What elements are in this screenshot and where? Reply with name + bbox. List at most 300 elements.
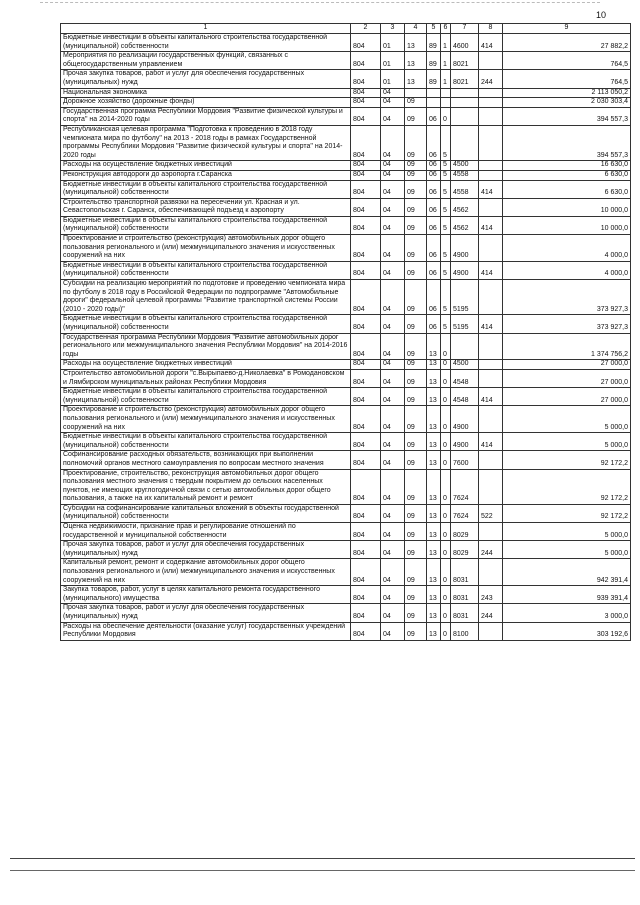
table-row (61, 469, 631, 504)
row-code-5-cell: 06 (427, 125, 441, 160)
row-code-2-cell: 804 (351, 469, 381, 504)
row-code-7-cell (451, 107, 479, 125)
row-name-cell: Оценка недвижимости, признание прав и регулирование отношений по государственной и муниципальной собственности (61, 523, 351, 541)
row-code-6-cell: 1 (441, 70, 451, 88)
row-code-5-cell: 13 (427, 388, 441, 406)
row-code-2-cell: 804 (351, 125, 381, 160)
row-code-5-cell: 13 (427, 604, 441, 622)
row-code-7-cell (451, 125, 479, 160)
table-row (61, 161, 631, 171)
row-code-6-cell: 0 (441, 559, 451, 586)
table-row (61, 107, 631, 125)
scan-bottom-edge (10, 858, 635, 859)
row-name-cell: Прочая закупка товаров, работ и услуг для обеспечения государственных (муниципальных) нужд (61, 70, 351, 88)
table-row (61, 388, 631, 406)
row-code-3-cell: 04 (381, 369, 405, 387)
table-row (61, 198, 631, 216)
row-code-3-cell: 04 (381, 622, 405, 640)
row-code-2-cell: 804 (351, 180, 381, 198)
row-code-3-cell: 04 (381, 107, 405, 125)
row-code-5-cell: 89 (427, 70, 441, 88)
row-amount-cell: 303 192,6 (503, 622, 631, 640)
table-row (61, 280, 631, 315)
row-code-5-cell: 13 (427, 406, 441, 433)
row-code-2-cell: 804 (351, 216, 381, 234)
row-name-cell: Проектирование и строительство (реконструкция) автомобильных дорог общего пользования регионального и (или) межмуниципального значения и искусственных сооружений на них (61, 406, 351, 433)
row-code-6-cell: 0 (441, 388, 451, 406)
row-code-5-cell: 13 (427, 523, 441, 541)
row-name-cell: Дорожное хозяйство (дорожные фонды) (61, 98, 351, 108)
row-code-4-cell: 09 (405, 523, 427, 541)
row-code-6-cell: 0 (441, 586, 451, 604)
row-code-5-cell: 06 (427, 198, 441, 216)
row-code-4-cell: 13 (405, 70, 427, 88)
row-name-cell: Бюджетные инвестиции в объекты капитального строительства государственной (муниципальной) собственности (61, 315, 351, 333)
row-name-cell: Проектирование, строительство, реконструкция автомобильных дорог общего пользования местного значения с твердым покрытием до сельских населенных пунктов, не имеющих круглогодичной связи с сетью автомобильных дорог общего пользования, а также на их капитальный ремонт и ремонт (61, 469, 351, 504)
row-code-6-cell: 5 (441, 198, 451, 216)
header-cell-8: 8 (479, 24, 503, 34)
row-code-3-cell: 04 (381, 541, 405, 559)
row-code-7-cell (451, 98, 479, 108)
row-code-8-cell (479, 360, 503, 370)
row-name-cell: Строительство автомобильной дороги "с.Вырыпаево-д.Николаевка" в Ромодановском и Лямбирском муниципальных районах Республики Мордовия (61, 369, 351, 387)
table-row (61, 180, 631, 198)
row-code-2-cell: 804 (351, 280, 381, 315)
row-name-cell: Реконструкция автодороги до аэропорта г.Саранска (61, 170, 351, 180)
row-code-7-cell: 4900 (451, 433, 479, 451)
row-code-4-cell: 09 (405, 360, 427, 370)
row-code-8-cell: 244 (479, 70, 503, 88)
row-code-6-cell: 5 (441, 261, 451, 279)
row-code-8-cell (479, 369, 503, 387)
row-name-cell: Бюджетные инвестиции в объекты капитального строительства государственной (муниципальной) собственности (61, 388, 351, 406)
row-code-6-cell: 5 (441, 170, 451, 180)
row-code-7-cell: 7600 (451, 451, 479, 469)
row-code-7-cell: 5195 (451, 315, 479, 333)
row-amount-cell: 27 000,0 (503, 360, 631, 370)
row-code-2-cell: 804 (351, 406, 381, 433)
row-code-8-cell (479, 333, 503, 360)
row-code-6-cell: 5 (441, 235, 451, 262)
row-code-3-cell: 04 (381, 604, 405, 622)
row-code-5-cell: 06 (427, 261, 441, 279)
row-amount-cell: 764,5 (503, 70, 631, 88)
row-name-cell: Расходы на осуществление бюджетных инвестиций (61, 360, 351, 370)
row-amount-cell: 2 113 050,2 (503, 88, 631, 98)
header-cell-5: 5 (427, 24, 441, 34)
row-code-3-cell: 04 (381, 280, 405, 315)
table-row (61, 604, 631, 622)
header-cell-1: 1 (61, 24, 351, 34)
row-code-5-cell: 06 (427, 235, 441, 262)
row-amount-cell: 3 000,0 (503, 604, 631, 622)
table-row (61, 261, 631, 279)
row-code-3-cell: 04 (381, 469, 405, 504)
row-code-8-cell (479, 451, 503, 469)
row-code-6-cell: 5 (441, 280, 451, 315)
row-amount-cell: 1 374 756,2 (503, 333, 631, 360)
row-code-5-cell: 13 (427, 586, 441, 604)
row-code-8-cell: 243 (479, 586, 503, 604)
row-code-2-cell: 804 (351, 523, 381, 541)
row-code-4-cell: 09 (405, 235, 427, 262)
table-row (61, 88, 631, 98)
table-row (61, 541, 631, 559)
row-code-5-cell: 13 (427, 622, 441, 640)
row-code-2-cell: 804 (351, 369, 381, 387)
table-row (61, 586, 631, 604)
row-code-7-cell: 8021 (451, 70, 479, 88)
table-row (61, 333, 631, 360)
row-name-cell: Расходы на осуществление бюджетных инвестиций (61, 161, 351, 171)
table-row (61, 360, 631, 370)
row-amount-cell: 939 391,4 (503, 586, 631, 604)
row-amount-cell: 4 000,0 (503, 235, 631, 262)
row-code-6-cell: 0 (441, 604, 451, 622)
row-code-2-cell: 804 (351, 161, 381, 171)
row-code-7-cell: 4900 (451, 235, 479, 262)
row-code-4-cell: 09 (405, 406, 427, 433)
row-code-7-cell: 8029 (451, 523, 479, 541)
row-code-3-cell: 04 (381, 315, 405, 333)
row-code-3-cell: 04 (381, 586, 405, 604)
table-row (61, 34, 631, 52)
row-code-8-cell (479, 523, 503, 541)
row-name-cell: Государственная программа Республики Мордовия "Развитие физической культуры и спорта" на 2014-2020 годы (61, 107, 351, 125)
row-code-7-cell: 4900 (451, 261, 479, 279)
row-code-4-cell: 09 (405, 451, 427, 469)
row-amount-cell: 92 172,2 (503, 451, 631, 469)
row-code-5-cell: 13 (427, 433, 441, 451)
row-code-8-cell: 414 (479, 34, 503, 52)
row-code-3-cell: 01 (381, 52, 405, 70)
row-code-6-cell: 0 (441, 433, 451, 451)
row-code-2-cell: 804 (351, 451, 381, 469)
row-name-cell: Субсидии на реализацию мероприятий по подготовке и проведению чемпионата мира по футболу в 2018 году в Российской Федерации по подпрограмме "Автомобильные дороги" федеральной целевой программы "Развитие транспортной системы России (2010 - 2020 годы)" (61, 280, 351, 315)
row-code-8-cell (479, 107, 503, 125)
row-code-8-cell: 414 (479, 180, 503, 198)
row-amount-cell: 5 000,0 (503, 433, 631, 451)
row-code-5-cell: 06 (427, 315, 441, 333)
row-code-2-cell: 804 (351, 622, 381, 640)
row-code-5-cell: 13 (427, 469, 441, 504)
row-code-3-cell: 04 (381, 180, 405, 198)
row-code-5-cell: 13 (427, 369, 441, 387)
row-amount-cell: 27 000,0 (503, 388, 631, 406)
row-amount-cell: 942 391,4 (503, 559, 631, 586)
page-number: 10 (596, 10, 607, 20)
row-code-8-cell (479, 98, 503, 108)
row-code-5-cell: 06 (427, 161, 441, 171)
row-code-5-cell: 06 (427, 180, 441, 198)
table-row (61, 433, 631, 451)
row-code-5-cell (427, 88, 441, 98)
row-amount-cell: 10 000,0 (503, 216, 631, 234)
row-code-7-cell: 5195 (451, 280, 479, 315)
row-amount-cell: 5 000,0 (503, 406, 631, 433)
table-header (61, 24, 631, 34)
row-code-6-cell: 0 (441, 541, 451, 559)
row-code-7-cell (451, 333, 479, 360)
row-code-8-cell: 414 (479, 388, 503, 406)
row-code-5-cell: 13 (427, 559, 441, 586)
row-code-3-cell: 04 (381, 161, 405, 171)
row-code-2-cell: 804 (351, 98, 381, 108)
table-row (61, 504, 631, 522)
row-code-7-cell: 8031 (451, 586, 479, 604)
table-row (61, 235, 631, 262)
row-code-7-cell: 4500 (451, 161, 479, 171)
row-code-8-cell (479, 198, 503, 216)
row-code-8-cell: 522 (479, 504, 503, 522)
row-code-2-cell: 804 (351, 88, 381, 98)
row-name-cell: Прочая закупка товаров, работ и услуг для обеспечения государственных (муниципальных) нужд (61, 541, 351, 559)
row-code-7-cell: 4548 (451, 388, 479, 406)
row-amount-cell: 764,5 (503, 52, 631, 70)
row-code-8-cell (479, 170, 503, 180)
row-code-3-cell: 01 (381, 70, 405, 88)
row-code-5-cell: 06 (427, 280, 441, 315)
row-amount-cell: 4 000,0 (503, 261, 631, 279)
row-code-8-cell (479, 235, 503, 262)
row-code-5-cell: 13 (427, 451, 441, 469)
row-code-7-cell: 7624 (451, 504, 479, 522)
row-code-3-cell: 04 (381, 261, 405, 279)
row-name-cell: Субсидии на софинансирование капитальных вложений в объекты государственной (муниципальной) собственности (61, 504, 351, 522)
row-code-2-cell: 804 (351, 604, 381, 622)
row-code-5-cell: 06 (427, 170, 441, 180)
row-code-3-cell: 04 (381, 88, 405, 98)
row-amount-cell: 10 000,0 (503, 198, 631, 216)
row-code-4-cell: 09 (405, 98, 427, 108)
row-amount-cell: 394 557,3 (503, 107, 631, 125)
row-code-7-cell: 7624 (451, 469, 479, 504)
row-code-8-cell (479, 52, 503, 70)
row-code-4-cell (405, 88, 427, 98)
row-name-cell: Капитальный ремонт, ремонт и содержание автомобильных дорог общего пользования регионального и (или) межмуниципального значения и искусственных сооружений на них (61, 559, 351, 586)
row-amount-cell: 373 927,3 (503, 315, 631, 333)
row-code-3-cell: 04 (381, 451, 405, 469)
row-code-4-cell: 09 (405, 107, 427, 125)
table-row (61, 98, 631, 108)
row-code-6-cell: 0 (441, 107, 451, 125)
row-code-7-cell: 8029 (451, 541, 479, 559)
row-code-6-cell: 0 (441, 504, 451, 522)
row-code-2-cell: 804 (351, 261, 381, 279)
row-code-8-cell (479, 125, 503, 160)
row-code-3-cell: 04 (381, 125, 405, 160)
row-code-5-cell: 13 (427, 504, 441, 522)
row-code-7-cell: 8031 (451, 559, 479, 586)
table-row (61, 52, 631, 70)
row-code-6-cell: 0 (441, 406, 451, 433)
row-code-2-cell: 804 (351, 559, 381, 586)
row-name-cell: Мероприятия по реализации государственных функций, связанных с общегосударственным управлением (61, 52, 351, 70)
row-name-cell: Проектирование и строительство (реконструкция) автомобильных дорог общего пользования регионального и (или) межмуниципального значения и искусственных сооружений на них (61, 235, 351, 262)
row-code-4-cell: 09 (405, 622, 427, 640)
row-code-8-cell: 414 (479, 315, 503, 333)
row-code-3-cell: 04 (381, 388, 405, 406)
row-name-cell: Бюджетные инвестиции в объекты капитального строительства государственной (муниципальной) собственности (61, 433, 351, 451)
row-code-4-cell: 09 (405, 180, 427, 198)
table-row (61, 216, 631, 234)
row-code-6-cell: 0 (441, 451, 451, 469)
row-code-7-cell: 4558 (451, 180, 479, 198)
header-cell-4: 4 (405, 24, 427, 34)
row-code-6-cell: 1 (441, 34, 451, 52)
row-code-5-cell: 89 (427, 52, 441, 70)
row-code-4-cell: 09 (405, 504, 427, 522)
row-code-4-cell: 09 (405, 369, 427, 387)
table-row (61, 622, 631, 640)
row-code-3-cell: 04 (381, 216, 405, 234)
row-amount-cell: 16 630,0 (503, 161, 631, 171)
row-code-3-cell: 04 (381, 433, 405, 451)
row-code-8-cell (479, 161, 503, 171)
row-code-4-cell: 09 (405, 604, 427, 622)
row-code-2-cell: 804 (351, 52, 381, 70)
row-code-7-cell: 4562 (451, 216, 479, 234)
row-name-cell: Расходы на обеспечение деятельности (оказание услуг) государственных учреждений Республики Мордовия (61, 622, 351, 640)
row-code-2-cell: 804 (351, 541, 381, 559)
table-row (61, 406, 631, 433)
row-amount-cell: 92 172,2 (503, 504, 631, 522)
row-name-cell: Бюджетные инвестиции в объекты капитального строительства государственной (муниципальной) собственности (61, 180, 351, 198)
row-name-cell: Национальная экономика (61, 88, 351, 98)
row-code-6-cell: 5 (441, 216, 451, 234)
row-code-6-cell: 5 (441, 161, 451, 171)
row-code-6-cell: 0 (441, 523, 451, 541)
row-code-5-cell: 06 (427, 107, 441, 125)
row-name-cell: Бюджетные инвестиции в объекты капитального строительства государственной (муниципальной) собственности (61, 261, 351, 279)
row-code-2-cell: 804 (351, 198, 381, 216)
row-code-6-cell: 0 (441, 622, 451, 640)
row-amount-cell: 2 030 303,4 (503, 98, 631, 108)
row-code-6-cell (441, 98, 451, 108)
table-row (61, 170, 631, 180)
scan-top-edge (40, 2, 600, 3)
row-code-8-cell (479, 469, 503, 504)
row-code-8-cell: 244 (479, 604, 503, 622)
row-amount-cell: 5 000,0 (503, 541, 631, 559)
table-row (61, 523, 631, 541)
row-amount-cell: 6 630,0 (503, 180, 631, 198)
row-name-cell: Бюджетные инвестиции в объекты капитального строительства государственной (муниципальной) собственности (61, 216, 351, 234)
table-row (61, 559, 631, 586)
row-code-2-cell: 804 (351, 433, 381, 451)
scan-bottom-edge-2 (10, 870, 635, 871)
row-name-cell: Государственная программа Республики Мордовия "Развитие автомобильных дорог регионального или межмуниципального значения Республики Мордовия" на 2014-2016 годы (61, 333, 351, 360)
header-cell-7: 7 (451, 24, 479, 34)
row-code-3-cell: 04 (381, 198, 405, 216)
row-code-5-cell: 13 (427, 333, 441, 360)
row-code-8-cell: 414 (479, 433, 503, 451)
row-code-6-cell: 0 (441, 369, 451, 387)
row-code-8-cell (479, 559, 503, 586)
row-code-5-cell: 13 (427, 360, 441, 370)
row-code-7-cell: 4500 (451, 360, 479, 370)
row-code-4-cell: 09 (405, 261, 427, 279)
row-name-cell: Прочая закупка товаров, работ и услуг для обеспечения государственных (муниципальных) нужд (61, 604, 351, 622)
row-code-6-cell (441, 88, 451, 98)
row-amount-cell: 373 927,3 (503, 280, 631, 315)
row-code-4-cell: 09 (405, 541, 427, 559)
row-name-cell: Республиканская целевая программа "Подготовка к проведению в 2018 году чемпионата мира по футболу" на 2013 - 2018 годы в рамках Государственной программы Республики Мордовия "Развитие физической культуры и спорта" на 2014-2020 годы (61, 125, 351, 160)
table-row (61, 315, 631, 333)
row-code-4-cell: 09 (405, 586, 427, 604)
row-code-7-cell: 8100 (451, 622, 479, 640)
table-row (61, 70, 631, 88)
row-code-3-cell: 04 (381, 98, 405, 108)
row-code-2-cell: 804 (351, 70, 381, 88)
row-code-4-cell: 13 (405, 52, 427, 70)
row-amount-cell: 27 882,2 (503, 34, 631, 52)
row-code-7-cell: 4562 (451, 198, 479, 216)
row-amount-cell: 6 630,0 (503, 170, 631, 180)
row-code-4-cell: 13 (405, 34, 427, 52)
row-code-7-cell: 4558 (451, 170, 479, 180)
row-code-2-cell: 804 (351, 170, 381, 180)
row-code-3-cell: 04 (381, 235, 405, 262)
row-code-4-cell: 09 (405, 433, 427, 451)
table-body (61, 34, 631, 641)
row-code-6-cell: 0 (441, 469, 451, 504)
row-code-2-cell: 804 (351, 315, 381, 333)
row-code-7-cell: 8021 (451, 52, 479, 70)
row-code-4-cell: 09 (405, 280, 427, 315)
row-code-7-cell (451, 88, 479, 98)
row-code-6-cell: 5 (441, 315, 451, 333)
row-code-2-cell: 804 (351, 107, 381, 125)
row-code-3-cell: 04 (381, 406, 405, 433)
row-amount-cell: 394 557,3 (503, 125, 631, 160)
row-code-5-cell: 13 (427, 541, 441, 559)
row-code-5-cell: 06 (427, 216, 441, 234)
row-code-2-cell: 804 (351, 235, 381, 262)
header-cell-6: 6 (441, 24, 451, 34)
row-code-7-cell: 8031 (451, 604, 479, 622)
row-amount-cell: 92 172,2 (503, 469, 631, 504)
row-code-2-cell: 804 (351, 504, 381, 522)
row-code-2-cell: 804 (351, 333, 381, 360)
row-name-cell: Софинансирование расходных обязательств, возникающих при выполнении полномочий органов местного самоуправления по вопросам местного значения (61, 451, 351, 469)
row-code-6-cell: 0 (441, 360, 451, 370)
row-code-3-cell: 04 (381, 333, 405, 360)
row-code-6-cell: 5 (441, 180, 451, 198)
row-code-2-cell: 804 (351, 586, 381, 604)
row-amount-cell: 27 000,0 (503, 369, 631, 387)
row-code-2-cell: 804 (351, 360, 381, 370)
row-code-4-cell: 09 (405, 388, 427, 406)
row-code-4-cell: 09 (405, 198, 427, 216)
row-code-6-cell: 1 (441, 52, 451, 70)
row-code-2-cell: 804 (351, 34, 381, 52)
row-code-4-cell: 09 (405, 469, 427, 504)
row-code-3-cell: 01 (381, 34, 405, 52)
row-code-7-cell: 4900 (451, 406, 479, 433)
row-code-4-cell: 09 (405, 170, 427, 180)
table-row (61, 369, 631, 387)
row-name-cell: Закупка товаров, работ, услуг в целях капитального ремонта государственного (муниципального) имущества (61, 586, 351, 604)
header-cell-2: 2 (351, 24, 381, 34)
row-code-8-cell: 414 (479, 216, 503, 234)
row-code-7-cell: 4548 (451, 369, 479, 387)
row-code-5-cell (427, 98, 441, 108)
row-code-8-cell (479, 622, 503, 640)
row-code-4-cell: 09 (405, 125, 427, 160)
row-code-4-cell: 09 (405, 559, 427, 586)
row-code-6-cell: 0 (441, 333, 451, 360)
